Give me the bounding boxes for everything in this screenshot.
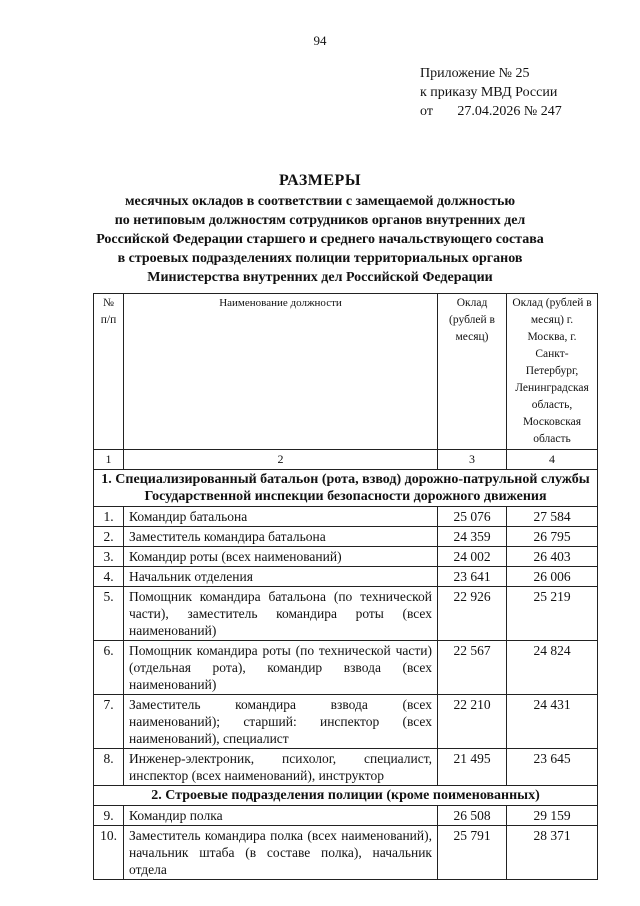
position-name: Командир полка bbox=[124, 806, 438, 826]
position-name: Начальник отделения bbox=[124, 567, 438, 587]
heading-line: Российской Федерации старшего и среднего начальствующего состава bbox=[96, 232, 544, 247]
salary-moscow-value: 26 403 bbox=[507, 547, 598, 567]
table-row bbox=[94, 527, 598, 547]
page-number: 94 bbox=[313, 33, 327, 48]
salary-value: 24 359 bbox=[438, 527, 507, 547]
document-heading bbox=[0, 170, 640, 287]
salary-value: 26 508 bbox=[438, 806, 507, 826]
position-name: Командир роты (всех наименований) bbox=[124, 547, 438, 567]
salary-value: 22 210 bbox=[438, 695, 507, 749]
position-name: Заместитель командира батальона bbox=[124, 527, 438, 547]
salary-value: 25 791 bbox=[438, 826, 507, 880]
row-number: 5. bbox=[94, 587, 124, 641]
salary-moscow-value: 24 431 bbox=[507, 695, 598, 749]
column-index-row bbox=[94, 450, 598, 470]
table-row bbox=[94, 806, 598, 826]
salary-moscow-value: 27 584 bbox=[507, 507, 598, 527]
table-row bbox=[94, 567, 598, 587]
salary-moscow-value: 25 219 bbox=[507, 587, 598, 641]
table-header-row bbox=[94, 294, 598, 450]
salary-moscow-value: 29 159 bbox=[507, 806, 598, 826]
column-index: 4 bbox=[507, 450, 598, 470]
position-name: Заместитель командира полка (всех наименований), начальник штаба (в составе полка), начальник отдела bbox=[124, 826, 438, 880]
salary-value: 23 641 bbox=[438, 567, 507, 587]
position-name: Помощник командира роты (по технической части) (отдельная рота), командир взвода (всех наименований) bbox=[124, 641, 438, 695]
table-row bbox=[94, 547, 598, 567]
section-heading: 1. Специализированный батальон (рота, взвод) дорожно-патрульной службы Государственной инспекции безопасности дорожного движения bbox=[94, 470, 598, 507]
salary-value: 22 567 bbox=[438, 641, 507, 695]
heading-line: по нетиповым должностям сотрудников органов внутренних дел bbox=[114, 213, 526, 228]
heading-line: в строевых подразделениях полиции территориальных органов bbox=[117, 251, 523, 266]
row-number: 3. bbox=[94, 547, 124, 567]
position-name: Командир батальона bbox=[124, 507, 438, 527]
salary-moscow-value: 26 006 bbox=[507, 567, 598, 587]
header-salary-moscow: Оклад (рублей в месяц) г. Москва, г. Санкт-Петербург, Ленинградская область, Московская область bbox=[507, 294, 598, 450]
table-row bbox=[94, 826, 598, 880]
section-heading-row bbox=[94, 786, 598, 806]
header-number: № п/п bbox=[94, 294, 124, 450]
salary-moscow-value: 26 795 bbox=[507, 527, 598, 547]
section-heading: 2. Строевые подразделения полиции (кроме поименованных) bbox=[94, 786, 598, 806]
position-name: Помощник командира батальона (по технической части), заместитель командира роты (всех наименований) bbox=[124, 587, 438, 641]
column-index: 3 bbox=[438, 450, 507, 470]
appendix-block bbox=[420, 64, 562, 121]
row-number: 4. bbox=[94, 567, 124, 587]
appendix-date: от 27.04.2026 № 247 bbox=[420, 104, 562, 119]
header-salary: Оклад (рублей в месяц) bbox=[438, 294, 507, 450]
column-index: 2 bbox=[124, 450, 438, 470]
appendix-order: к приказу МВД России bbox=[420, 85, 558, 100]
heading-main: РАЗМЕРЫ bbox=[278, 172, 362, 189]
row-number: 7. bbox=[94, 695, 124, 749]
heading-line: месячных окладов в соответствии с замещаемой должностью bbox=[124, 194, 516, 209]
row-number: 1. bbox=[94, 507, 124, 527]
row-number: 9. bbox=[94, 806, 124, 826]
position-name: Инженер-электроник, психолог, специалист, инспектор (всех наименований), инструктор bbox=[124, 749, 438, 786]
salary-value: 21 495 bbox=[438, 749, 507, 786]
salary-table bbox=[93, 293, 598, 880]
salary-value: 24 002 bbox=[438, 547, 507, 567]
salary-moscow-value: 23 645 bbox=[507, 749, 598, 786]
table-row bbox=[94, 587, 598, 641]
header-position: Наименование должности bbox=[124, 294, 438, 450]
section-heading-row bbox=[94, 470, 598, 507]
salary-value: 22 926 bbox=[438, 587, 507, 641]
position-name: Заместитель командира взвода (всех наименований); старший: инспектор (всех наименований), специалист bbox=[124, 695, 438, 749]
row-number: 2. bbox=[94, 527, 124, 547]
table-row bbox=[94, 749, 598, 786]
salary-moscow-value: 24 824 bbox=[507, 641, 598, 695]
table-row bbox=[94, 641, 598, 695]
appendix-title: Приложение № 25 bbox=[420, 66, 530, 81]
row-number: 10. bbox=[94, 826, 124, 880]
table-row bbox=[94, 695, 598, 749]
column-index: 1 bbox=[94, 450, 124, 470]
row-number: 8. bbox=[94, 749, 124, 786]
row-number: 6. bbox=[94, 641, 124, 695]
heading-line: Министерства внутренних дел Российской Федерации bbox=[147, 270, 493, 285]
salary-moscow-value: 28 371 bbox=[507, 826, 598, 880]
salary-value: 25 076 bbox=[438, 507, 507, 527]
table-row bbox=[94, 507, 598, 527]
